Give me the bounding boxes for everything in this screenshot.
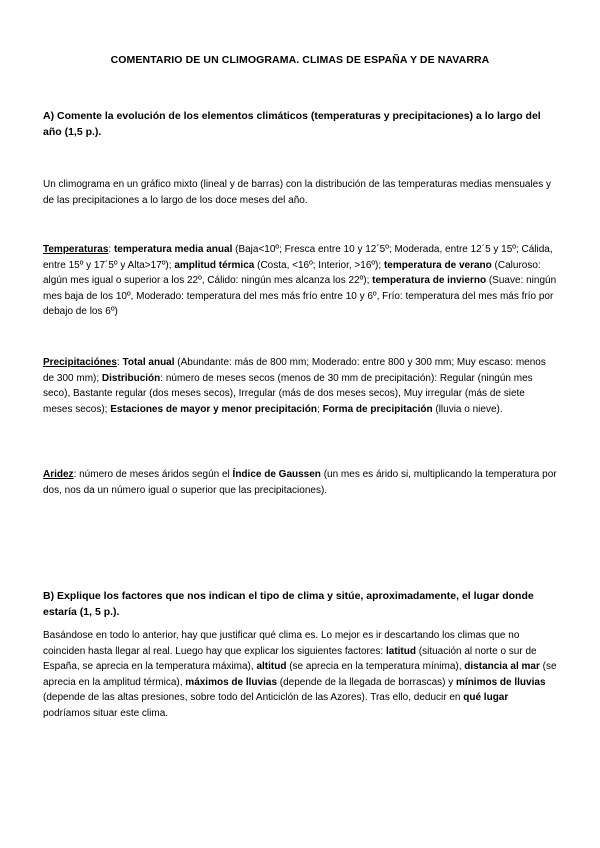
temperatura-verano-label: temperatura de verano <box>383 259 492 271</box>
estaciones-label: Estaciones de mayor y menor precipitación <box>110 403 317 415</box>
latitud-label: latitud <box>385 645 416 657</box>
temperaturas-label: Temperaturas <box>43 244 109 255</box>
forma-precipitacion-label: Forma de precipitación <box>322 403 433 415</box>
document-title: COMENTARIO DE UN CLIMOGRAMA. CLIMAS DE ESPAÑA Y DE NAVARRA <box>110 54 490 66</box>
temperaturas-separator: : <box>108 244 114 255</box>
precipitaciones-paragraph <box>43 355 557 417</box>
factores-text-4: (se aprecia en la amplitud térmica), <box>43 661 557 688</box>
factores-text-3: (se aprecia en la temperatura mínima), <box>286 661 465 672</box>
aridez-text-2: (un mes es árido si, multiplicando la temperatura por dos, nos da un número igual o superior que las precipitaciones). <box>43 469 557 496</box>
distribucion-label: Distribución <box>101 372 161 384</box>
distancia-mar-label: distancia al mar <box>464 661 540 672</box>
factores-text-2: (situación al norte o sur de España, se aprecia en la temperatura máxima), <box>43 645 537 672</box>
total-anual-text: (Abundante: más de 800 mm; Moderado: entre 800 y 300 mm; Muy escaso: menos de 300 mm); <box>43 357 546 384</box>
temperatura-verano-text: (Caluroso: algún mes igual o superior a los 22º, Cálido: ningún mes alcanza los 22º); <box>43 259 541 286</box>
aridez-text-1: : número de meses áridos según el <box>73 469 233 480</box>
climograma-intro-paragraph: Un climograma en un gráfico mixto (lineal y de barras) con la distribución de las temperaturas medias mensuales y de las precipitaciones a lo largo de los doce meses del año. <box>43 179 552 206</box>
factores-paragraph <box>43 628 557 721</box>
aridez-label: Aridez <box>43 469 74 480</box>
factores-text-1: Basándose en todo lo anterior, hay que justificar qué clima es. Lo mejor es ir descartando los climas que no coinciden hasta llegar al real. Luego hay que explicar los siguientes factores: <box>43 630 520 657</box>
factores-text-5: (depende de la llegada de borrascas) y <box>277 676 457 688</box>
temperatura-invierno-text: (Suave: ningún mes baja de los 10º, Moderado: temperatura del mes más frío entre 10 y 6º, Frío: temperatura del mes más frío por debajo de los 6º) <box>43 275 557 317</box>
amplitud-termica-text: (Costa, <16º; Interior, >16º); <box>254 259 384 271</box>
distribucion-text: : número de meses secos (menos de 30 mm de precipitación): Regular (ningún mes seco), Bastante regular (dos meses secos), Irregular (más de dos meses secos), Muy irregular (más de siete meses secos); <box>43 372 533 415</box>
precipitaciones-label: Precipitaciónes <box>43 357 117 368</box>
indice-gaussen-label: Índice de Gaussen <box>232 469 321 480</box>
temperatura-media-text: (Baja<10º; Fresca entre 10 y 12´5º; Moderada, entre 12´5 y 15º; Cálida, entre 15º y 17´5º y Alta>17º); <box>43 244 553 271</box>
total-anual-label: Total anual <box>122 357 175 368</box>
section-a-heading: A) Comente la evolución de los elementos climáticos (temperaturas y precipitaciones) a lo largo del año (1,5 p.). <box>43 110 541 138</box>
que-lugar-label: qué lugar <box>463 692 509 703</box>
maximos-lluvias-label: máximos de lluvias <box>185 676 278 688</box>
amplitud-termica-label: amplitud térmica <box>174 259 255 271</box>
altitud-label: altitud <box>256 661 287 672</box>
aridez-paragraph <box>43 467 557 498</box>
forma-precipitacion-text: (lluvia o nieve). <box>432 403 503 415</box>
minimos-lluvias-label: mínimos de lluvias <box>456 676 546 688</box>
factores-text-6: (depende de las altas presiones, sobre todo del Anticiclón de las Azores). Tras ello, deducir en <box>43 692 464 703</box>
factores-text-7: podríamos situar este clima. <box>43 707 169 719</box>
temperatura-invierno-label: temperatura de invierno <box>372 275 487 286</box>
temperaturas-paragraph <box>43 242 557 320</box>
estaciones-separator: ; <box>317 403 323 415</box>
temperatura-media-label: temperatura media anual <box>113 244 233 255</box>
section-b-heading: B) Explique los factores que nos indican el tipo de clima y sitúe, aproximadamente, el lugar donde estaría (1, 5 p.). <box>43 590 534 618</box>
precipitaciones-separator: : <box>116 357 123 368</box>
